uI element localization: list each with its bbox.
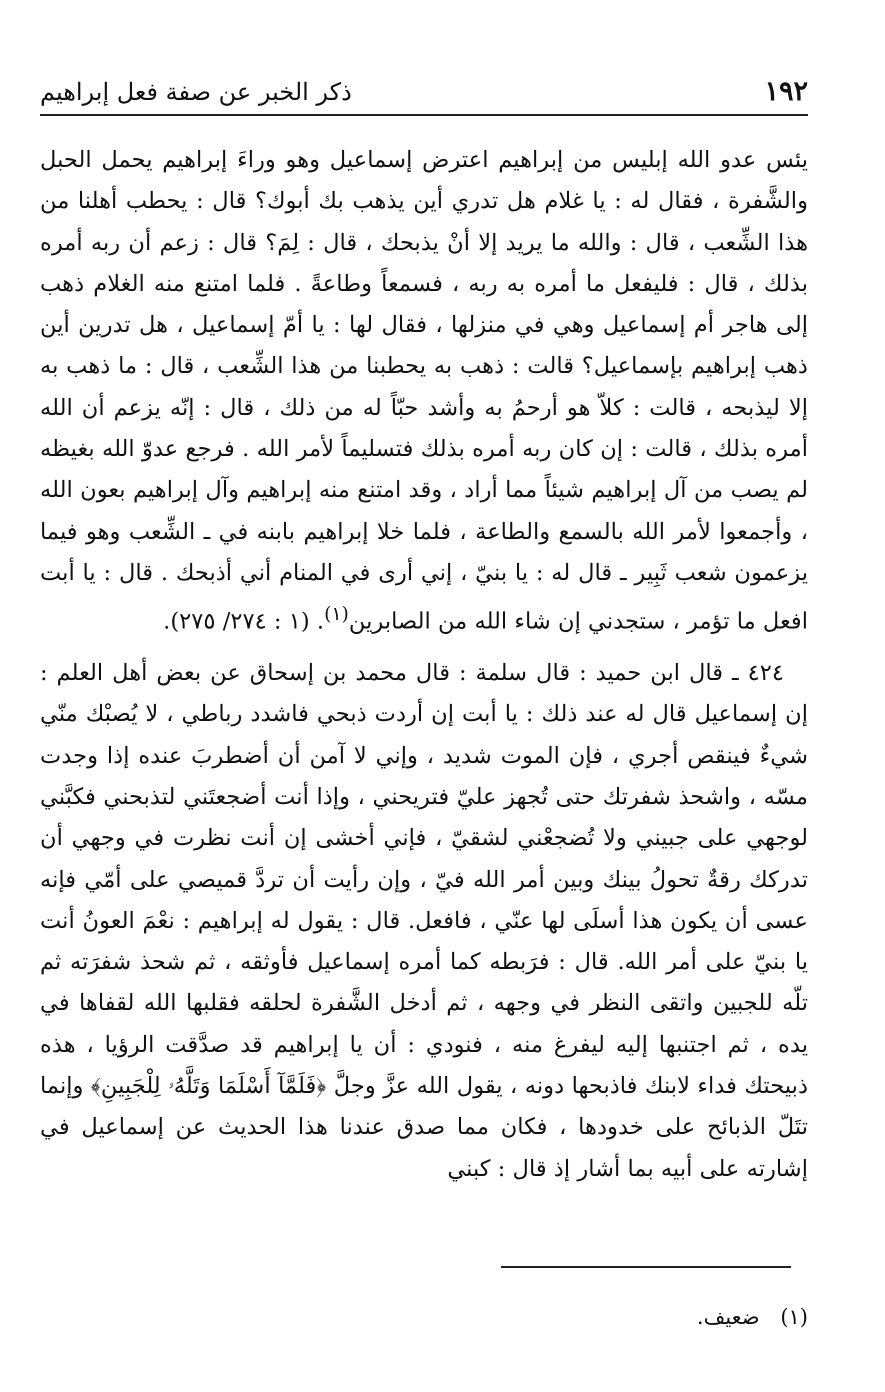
footnote xyxy=(40,1300,808,1334)
citation: . (١ : ٢٧٤/ ٢٧٥). xyxy=(163,608,325,635)
footnote-text: ضعيف. xyxy=(696,1305,760,1329)
footnote-reference: (١) xyxy=(324,604,349,626)
page-number: ١٩٢ xyxy=(764,76,808,107)
main-text xyxy=(40,140,808,1190)
paragraph xyxy=(40,653,808,1190)
paragraph xyxy=(40,140,808,643)
page-header xyxy=(40,72,808,116)
footnote-marker: (١) xyxy=(780,1305,808,1329)
paragraph-text: ٤٢٤ ـ قال ابن حميد : قال سلمة : قال محمد بن إسحاق عن بعض أهل العلم : إن إسماعيل قال له عند ذلك : يا أبت إن أردت ذبحي فاشدد رباطي ، لا يُصبْك منّي شيءٌ فينقص أجري ، فإن الموت شديد ، وإني لا آمن أن أضطربَ عنده إذا وجدت مسّه ، واشحذ شفرتك حتى تُجهز عليّ فتريحني ، وإذا أنت أضجعتَني لتذبحني فكبَّني لوجهي على جبيني ولا تُضجعْني لشقيّ ، فإني أخشى إن أنت نظرت في وجهي أن تدركك رقةٌ تحولُ بينك وبين أمر الله فيّ ، وإن رأيت أن تردَّ قميصي على أمّي فإنه عسى أن يكون هذا أسلَى لها عنّي ، فافعل. قال : يقول له إبراهيم : نعْمَ العونُ أنت يا بنيّ على أمر الله. قال : فرَبطه كما أمره إسماعيل فأوثقه ، ثم شحذ شفرَته ثم تلّه للجبين واتقى النظر في وجهه ، ثم أدخل الشَّفرة لحلقه فقلبها الله لقفاها في يده ، ثم اجتنبها إليه ليفرغ منه ، فنودي : أن يا إبراهيم قد صدَّقت الرؤيا ، هذه ذبيحتك فداء لابنك فاذبحها دونه ، يقول الله عزَّ وجلَّ xyxy=(40,660,809,1100)
paragraph-text: وإنما تتَلّ الذبائح على خدودها ، فكان مما صدق عندنا هذا الحديث عن إسماعيل في إشارته على أبيه بما أشار إذ قال : كبني xyxy=(40,1073,808,1182)
paragraph-text: يئس عدو الله إبليس من إبراهيم اعترض إسماعيل وهو وراءَ إبراهيم يحمل الحبل والشَّفرة ، فقال له : يا غلام هل تدري أين يذهب بك أبوك؟ قال : يحطب أهلنا من هذا الشِّعب ، قال : والله ما يريد إلا أنْ يذبحك ، قال : لِمَ؟ قال : زعم أن ربه أمره بذلك ، قال : فليفعل ما أمره به ربه ، فسمعاً وطاعةً . فلما امتنع منه الغلام ذهب إلى هاجر أم إسماعيل وهي في منزلها ، فقال لها : يا أمّ إسماعيل ، هل تدرين أين ذهب إبراهيم بإسماعيل؟ قالت : ذهب به يحطبنا من هذا الشِّعب ، قال : ما ذهب به إلا ليذبحه ، قالت : كلاّ هو أرحمُ به وأشد حبّاً له من ذلك ، قال : إنّه يزعم أن الله أمره بذلك ، قالت : إن كان ربه أمره بذلك فتسليماً لأمر الله . فرجع عدوّ الله بغيظه لم يصب من آل إبراهيم شيئاً مما أراد ، وقد امتنع منه إبراهيم وآل إبراهيم بعون الله ، وأجمعوا لأمر الله بالسمع والطاعة ، فلما خلا إبراهيم بابنه في ـ الشِّعب وهو فيما يزعمون شعب ثَبِير ـ قال له : يا بنيّ ، إني أرى في المنام أني أذبحك . قال : يا أبت افعل ما تؤمر ، ستجدني إن شاء الله من الصابرين xyxy=(40,147,808,635)
footnote-divider xyxy=(501,1266,791,1268)
quran-verse: ﴿فَلَمَّآ أَسْلَمَا وَتَلَّهُۥ لِلْجَبِينِ﴾ xyxy=(90,1073,327,1100)
running-title: ذكر الخبر عن صفة فعل إبراهيم xyxy=(40,78,352,106)
